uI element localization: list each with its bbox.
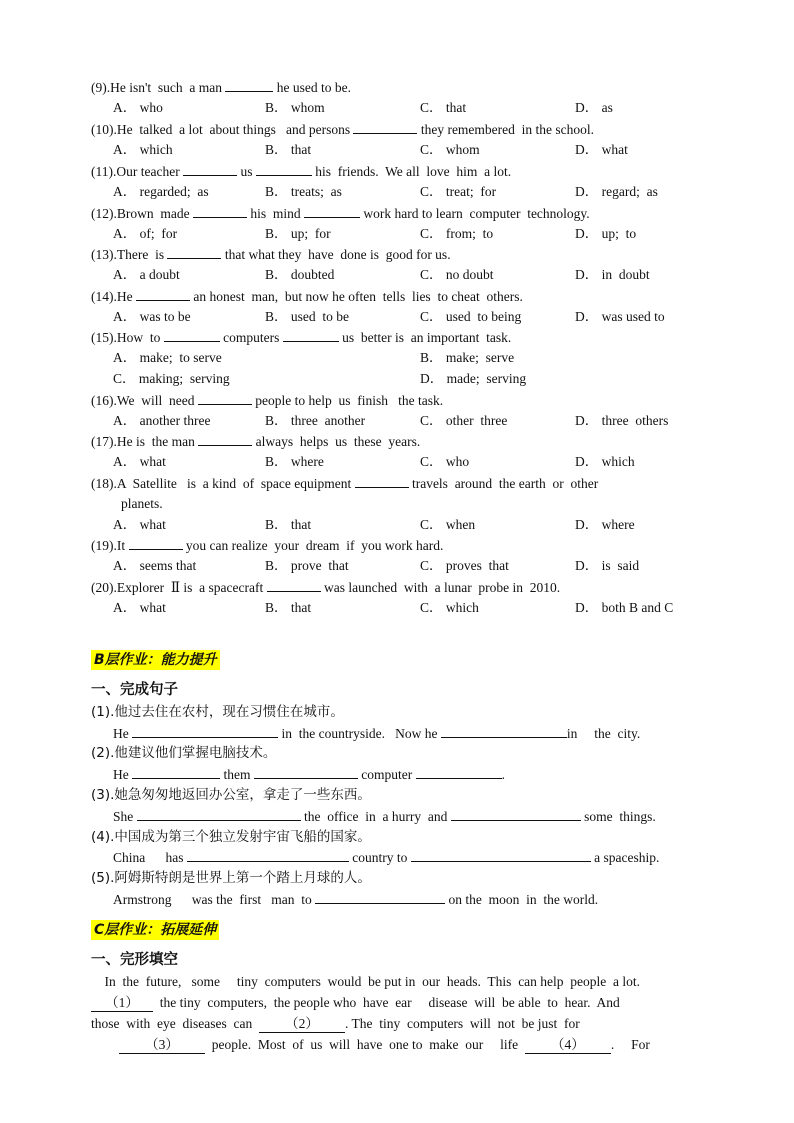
sentence-3-chinese: (3).她急匆匆地返回办公室，拿走了一些东西。 (91, 787, 371, 803)
option-c[interactable]: C． which (420, 600, 479, 615)
option-a[interactable]: A． what (113, 517, 166, 532)
option-a[interactable]: A． seems that (113, 558, 197, 573)
option-a[interactable]: A． was to be (113, 309, 191, 324)
answer-blank[interactable] (183, 162, 237, 176)
answer-blank[interactable] (164, 328, 220, 342)
option-b[interactable]: B． prove that (265, 558, 349, 573)
option-b[interactable]: B． make; serve (420, 350, 515, 365)
option-b[interactable]: B． that (265, 517, 312, 532)
cloze-blank-1[interactable]: （1） (91, 995, 153, 1012)
answer-blank[interactable] (137, 807, 301, 821)
question-20: (20).Explorer Ⅱ is a spacecraft was launched with a lunar probe in 2010. (91, 580, 561, 595)
question-9: (9).He isn't such a man he used to be. (91, 80, 352, 95)
option-a[interactable]: A． of; for (113, 226, 178, 241)
options-16 (113, 412, 753, 430)
answer-blank[interactable] (187, 848, 349, 862)
option-d[interactable]: D． regard; as (575, 184, 658, 199)
answer-blank[interactable] (451, 807, 581, 821)
options-18 (113, 516, 753, 534)
answer-blank[interactable] (129, 536, 183, 550)
option-d[interactable]: D． as (575, 100, 613, 115)
sentence-2-chinese: (2).他建议他们掌握电脑技术。 (91, 745, 277, 761)
option-c[interactable]: C． when (420, 517, 476, 532)
question-16: (16).We will need people to help us finish the task. (91, 393, 444, 408)
sentence-3-english: She the office in a hurry and some things. (113, 809, 656, 824)
option-c[interactable]: C． proves that (420, 558, 509, 573)
option-a[interactable]: A． what (113, 600, 166, 615)
option-a[interactable]: A． regarded; as (113, 184, 209, 199)
sentence-2-english: He them computer . (113, 767, 505, 782)
option-d[interactable]: D． which (575, 454, 635, 469)
options-14 (113, 308, 753, 326)
cloze-blank-3[interactable]: （3） (119, 1037, 205, 1054)
option-c[interactable]: C． used to being (420, 309, 522, 324)
option-c[interactable]: C． no doubt (420, 267, 494, 282)
answer-blank[interactable] (198, 391, 252, 405)
cloze-blank-4[interactable]: （4） (525, 1037, 611, 1054)
options-12 (113, 225, 753, 243)
question-18: (18).A Satellite is a kind of space equipment travels around the earth or other (91, 476, 599, 491)
options-9 (113, 99, 753, 117)
options-17 (113, 453, 753, 471)
question-19: (19).It you can realize your dream if you work hard. (91, 538, 444, 553)
sentence-1-chinese: (1).他过去住在农村，现在习惯住在城市。 (91, 704, 344, 720)
option-c[interactable]: C． from; to (420, 226, 494, 241)
answer-blank[interactable] (283, 328, 339, 342)
options-10 (113, 141, 753, 159)
option-a[interactable]: A． which (113, 142, 173, 157)
options-19 (113, 557, 753, 575)
option-c[interactable]: C． whom (420, 142, 480, 157)
section-b-title: 一、完成句子 (91, 682, 178, 698)
option-c[interactable]: C． who (420, 454, 470, 469)
question-14: (14).He an honest man, but now he often tells lies to cheat others. (91, 289, 523, 304)
answer-blank[interactable] (441, 724, 567, 738)
option-a[interactable]: A． who (113, 100, 163, 115)
sentence-5-chinese: (5).阿姆斯特朗是世界上第一个踏上月球的人。 (91, 870, 371, 886)
option-c[interactable]: C． treat; for (420, 184, 497, 199)
option-d[interactable]: D． what (575, 142, 628, 157)
question-12: (12).Brown made his mind work hard to learn computer technology. (91, 206, 590, 221)
option-b[interactable]: B． up; for (265, 226, 331, 241)
answer-blank[interactable] (416, 765, 502, 779)
answer-blank[interactable] (315, 890, 445, 904)
option-d[interactable]: D． three others (575, 413, 669, 428)
options-11 (113, 183, 753, 201)
option-a[interactable]: A． a doubt (113, 267, 180, 282)
option-d[interactable]: D． in doubt (575, 267, 650, 282)
cloze-line-1: In the future, some tiny computers would be put in our heads. This can help people a lot. (91, 974, 641, 989)
sentence-5-english: Armstrong was the first man to on the moon in the world. (113, 892, 599, 907)
question-15: (15).How to computers us better is an important task. (91, 330, 512, 345)
option-c[interactable]: C． other three (420, 413, 508, 428)
option-b[interactable]: B． used to be (265, 309, 349, 324)
option-b[interactable]: B． where (265, 454, 324, 469)
answer-blank[interactable] (193, 204, 247, 218)
answer-blank[interactable] (411, 848, 591, 862)
option-d[interactable]: D． where (575, 517, 635, 532)
options-15-row1 (113, 349, 753, 367)
answer-blank[interactable] (256, 162, 312, 176)
option-d[interactable]: D． made; serving (420, 371, 527, 386)
sentence-4-chinese: (4).中国成为第三个独立发射宇宙飞船的国家。 (91, 829, 371, 845)
answer-blank[interactable] (355, 474, 409, 488)
section-b-label: B层作业：能力提升 (91, 650, 220, 670)
option-d[interactable]: D． both B and C (575, 600, 674, 615)
option-a[interactable]: A． make; to serve (113, 350, 222, 365)
answer-blank[interactable] (132, 765, 220, 779)
answer-blank[interactable] (136, 287, 190, 301)
answer-blank[interactable] (225, 78, 273, 92)
answer-blank[interactable] (132, 724, 278, 738)
option-b[interactable]: B． whom (265, 100, 325, 115)
cloze-blank-2[interactable]: （2） (259, 1016, 345, 1033)
option-b[interactable]: B． doubted (265, 267, 335, 282)
cloze-line-4: （3） people. Most of us will have one to make our life （4） . For (119, 1036, 650, 1054)
cloze-line-2: （1） the tiny computers, the people who have ear disease will be able to hear. And (91, 994, 620, 1012)
cloze-line-3: those with eye diseases can （2） . The tiny computers will not be just for (91, 1016, 580, 1031)
question-11: (11).Our teacher us his friends. We all love him a lot. (91, 164, 512, 179)
section-c-title: 一、完形填空 (91, 952, 178, 968)
section-c-label: C层作业：拓展延伸 (91, 920, 219, 940)
option-b[interactable]: B． three another (265, 413, 366, 428)
option-d[interactable]: D． is said (575, 558, 640, 573)
option-c[interactable]: C． that (420, 100, 467, 115)
option-a[interactable]: A． what (113, 454, 166, 469)
sentence-4-english: China has country to a spaceship. (113, 850, 660, 865)
options-15-row2 (113, 370, 753, 388)
answer-blank[interactable] (267, 578, 321, 592)
options-13 (113, 266, 753, 284)
question-17: (17).He is the man always helps us these years. (91, 434, 421, 449)
question-13: (13).There is that what they have done is good for us. (91, 247, 451, 262)
sentence-1-english: He in the countryside. Now he in the city. (113, 726, 641, 741)
answer-blank[interactable] (304, 204, 360, 218)
option-b[interactable]: B． treats; as (265, 184, 342, 199)
option-a[interactable]: A． another three (113, 413, 211, 428)
option-b[interactable]: B． that (265, 142, 312, 157)
option-c[interactable]: C． making; serving (113, 371, 230, 386)
answer-blank[interactable] (198, 432, 252, 446)
answer-blank[interactable] (167, 245, 221, 259)
option-d[interactable]: D． up; to (575, 226, 637, 241)
answer-blank[interactable] (254, 765, 358, 779)
question-18-continued: planets. (121, 496, 163, 511)
options-20 (113, 599, 753, 617)
option-b[interactable]: B． that (265, 600, 312, 615)
question-10: (10).He talked a lot about things and persons they remembered in the school. (91, 122, 595, 137)
option-d[interactable]: D． was used to (575, 309, 665, 324)
answer-blank[interactable] (353, 120, 417, 134)
